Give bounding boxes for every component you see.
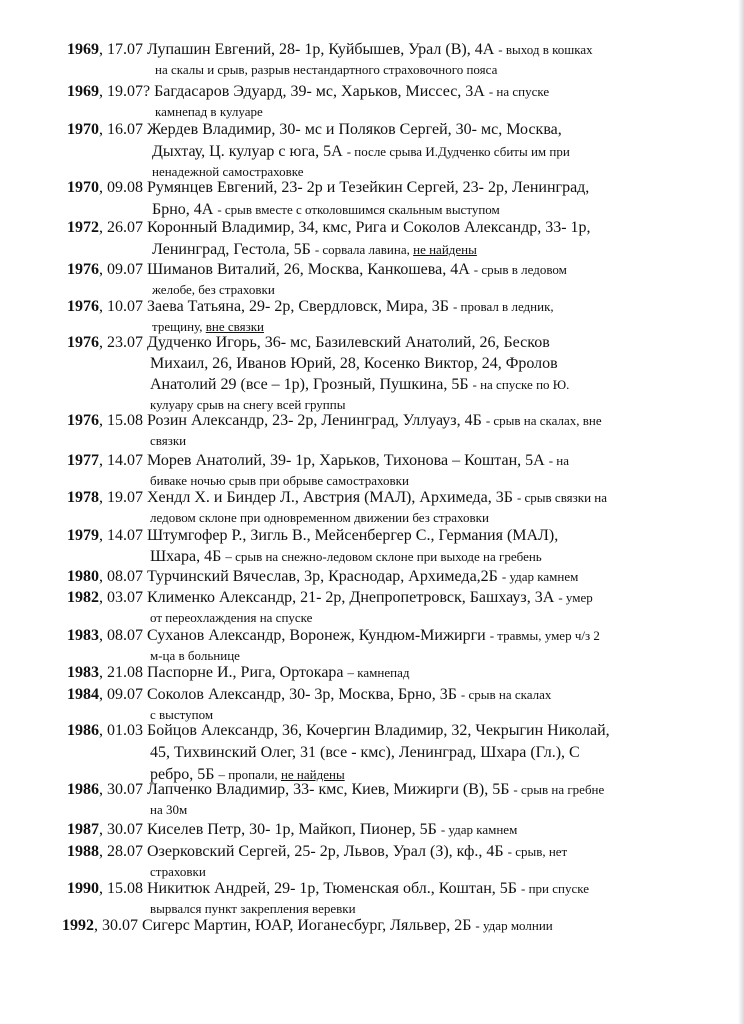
- scan-edge-shadow: [738, 0, 744, 1024]
- entry-year: 1969: [67, 83, 99, 100]
- document-page: 1969, 17.07 Лупашин Евгений, 28- 1р, Куйбышев, Урал (В), 4А - выход в кошках на скалы и срыв, разрыв нестандартного страховочного пояса 1969, 19.07? Багдасаров Эдуард, 39- мс, Харьков, Миссес, 3А - на спуске камнепад в кулуаре 1970, 16.07 Жердев Владимир, 30- мс и Поляков Сергей, 30- мс, Москва, Дыхтау, Ц. кулуар с юга, 5А - после срыва И.Дудченко сбиты им при ненадежной самостраховке 1970, 09.08 Румянцев Евгений, 23- 2р и Тезейкин Сергей, 23- 2р, Ленинград, Брно, 4А - срыв вместе с отколовшимся скальным выступом 1972, 26.07 Коронный Владимир, 34, кмс, Рига и Соколов Александр, 33- 1р, Ленинград, Гестола, 5Б - сорвала лавина, не найдены 1976, 09.07 Шиманов Виталий, 26, Москва, Канкошева, 4А - срыв в ледовом желобе, без страховки 1976, 10.07 Заева Татьяна, 29- 2р, Свердловск, Мира, 3Б - провал в ледник, трещину, вне связки 1976, 23.07 Дудченко Игорь, 36- мс, Базилевский Анатолий, 26, Бесков Михаил, 26, Иванов Юрий, 28, Косенко Виктор, 24, Фролов Анатолий 29 (все – 1р), Грозный, Пушкина, 5Б - на спуске по Ю. кулуару срыв на снегу всей группы 1976, 15.08 Розин Александр, 23- 2р, Ленинград, Уллуауз, 4Б - срыв на скалах, вне связки 1977, 14.07 Морев Анатолий, 39- 1р, Харьков, Тихонова – Коштан, 5А - на биваке ночью срыв при обрыве самостраховки 1978, 19.07 Хендл Х. и Биндер Л., Австрия (МАЛ), Архимеда, 3Б - срыв связки на ледовом склоне при одновременном движении без страховки 1979, 14.07 Штумгофер Р., Зигль В., Мейсенбергер С., Германия (МАЛ), Шхара, 4Б – срыв на снежно-ледовом склоне при выходе на гребень 1980, 08.07 Турчинский Вячеслав, 3р, Краснодар, Архимеда,2Б - удар камнем 1982, 03.07 Клименко Александр, 21- 2р, Днепропетровск, Башхауз, 3А - умер от переохлаждения на спуске 1983, 08.07 Суханов Александр, Воронеж, Кундюм-Мижирги - травмы, умер ч/з 2 м-ца в больнице 1983, 21.08 Паспорне И., Рига, Ортокара – камнепад 1984, 09.07 Соколов Александр, 30- 3р, Москва, Брно, 3Б - срыв на скалах с выступом 1986, 01.03 Бойцов Александр, 36, Кочергин Владимир, 32, Чекрыгин Николай, 45, Тихвинский Олег, 31 (все - кмс), Ленинград, Шхара (Гл.), С ребро, 5Б – пропали, не найдены 1986, 30.07 Лапченко Владимир, 33- кмс, Киев, Мижирги (В), 5Б - срыв на гребне на 30м 1987, 30.07 Киселев Петр, 30- 1р, Майкоп, Пионер, 5Б - удар камнем 1988, 28.07 Озерковский Сергей, 25- 2р, Львов, Урал (З), кф., 4Б - срыв, нет страховки 1990, 15.08 Никитюк Андрей, 29- 1р, Тюменская обл., Коштан, 5Б - при спуске вырвался пункт закрепления веревки 1992, 30.07 Сигерс Мартин, ЮАР, Иоганесбург, Ляльвер, 2Б - удар молнии: [0, 0, 744, 1024]
- entry-year: 1976: [67, 334, 99, 351]
- entry-year: 1977: [67, 452, 99, 469]
- entry-year: 1982: [67, 589, 99, 606]
- entry-year: 1978: [67, 489, 99, 506]
- entry-year: 1990: [67, 880, 99, 897]
- entry-year: 1970: [67, 121, 99, 138]
- entry-year: 1986: [67, 722, 99, 739]
- entry-year: 1969: [67, 41, 99, 58]
- entry-year: 1976: [67, 261, 99, 278]
- entry-year: 1976: [67, 412, 99, 429]
- entry-year: 1986: [67, 781, 99, 798]
- entry-year: 1988: [67, 843, 99, 860]
- entry-year: 1976: [67, 298, 99, 315]
- entry-year: 1987: [67, 821, 99, 838]
- entry-year: 1992: [62, 917, 94, 934]
- entry-year: 1972: [67, 219, 99, 236]
- entry-year: 1980: [67, 568, 99, 585]
- entry-year: 1983: [67, 664, 99, 681]
- entry-year: 1970: [67, 179, 99, 196]
- entry-year: 1984: [67, 686, 99, 703]
- entry-first-line: 1969, 17.07 Лупашин Евгений, 28- 1р, Куйбышев, Урал (В), 4А - выход в кошках: [67, 41, 593, 58]
- entry-year: 1983: [67, 627, 99, 644]
- entry-year: 1979: [67, 527, 99, 544]
